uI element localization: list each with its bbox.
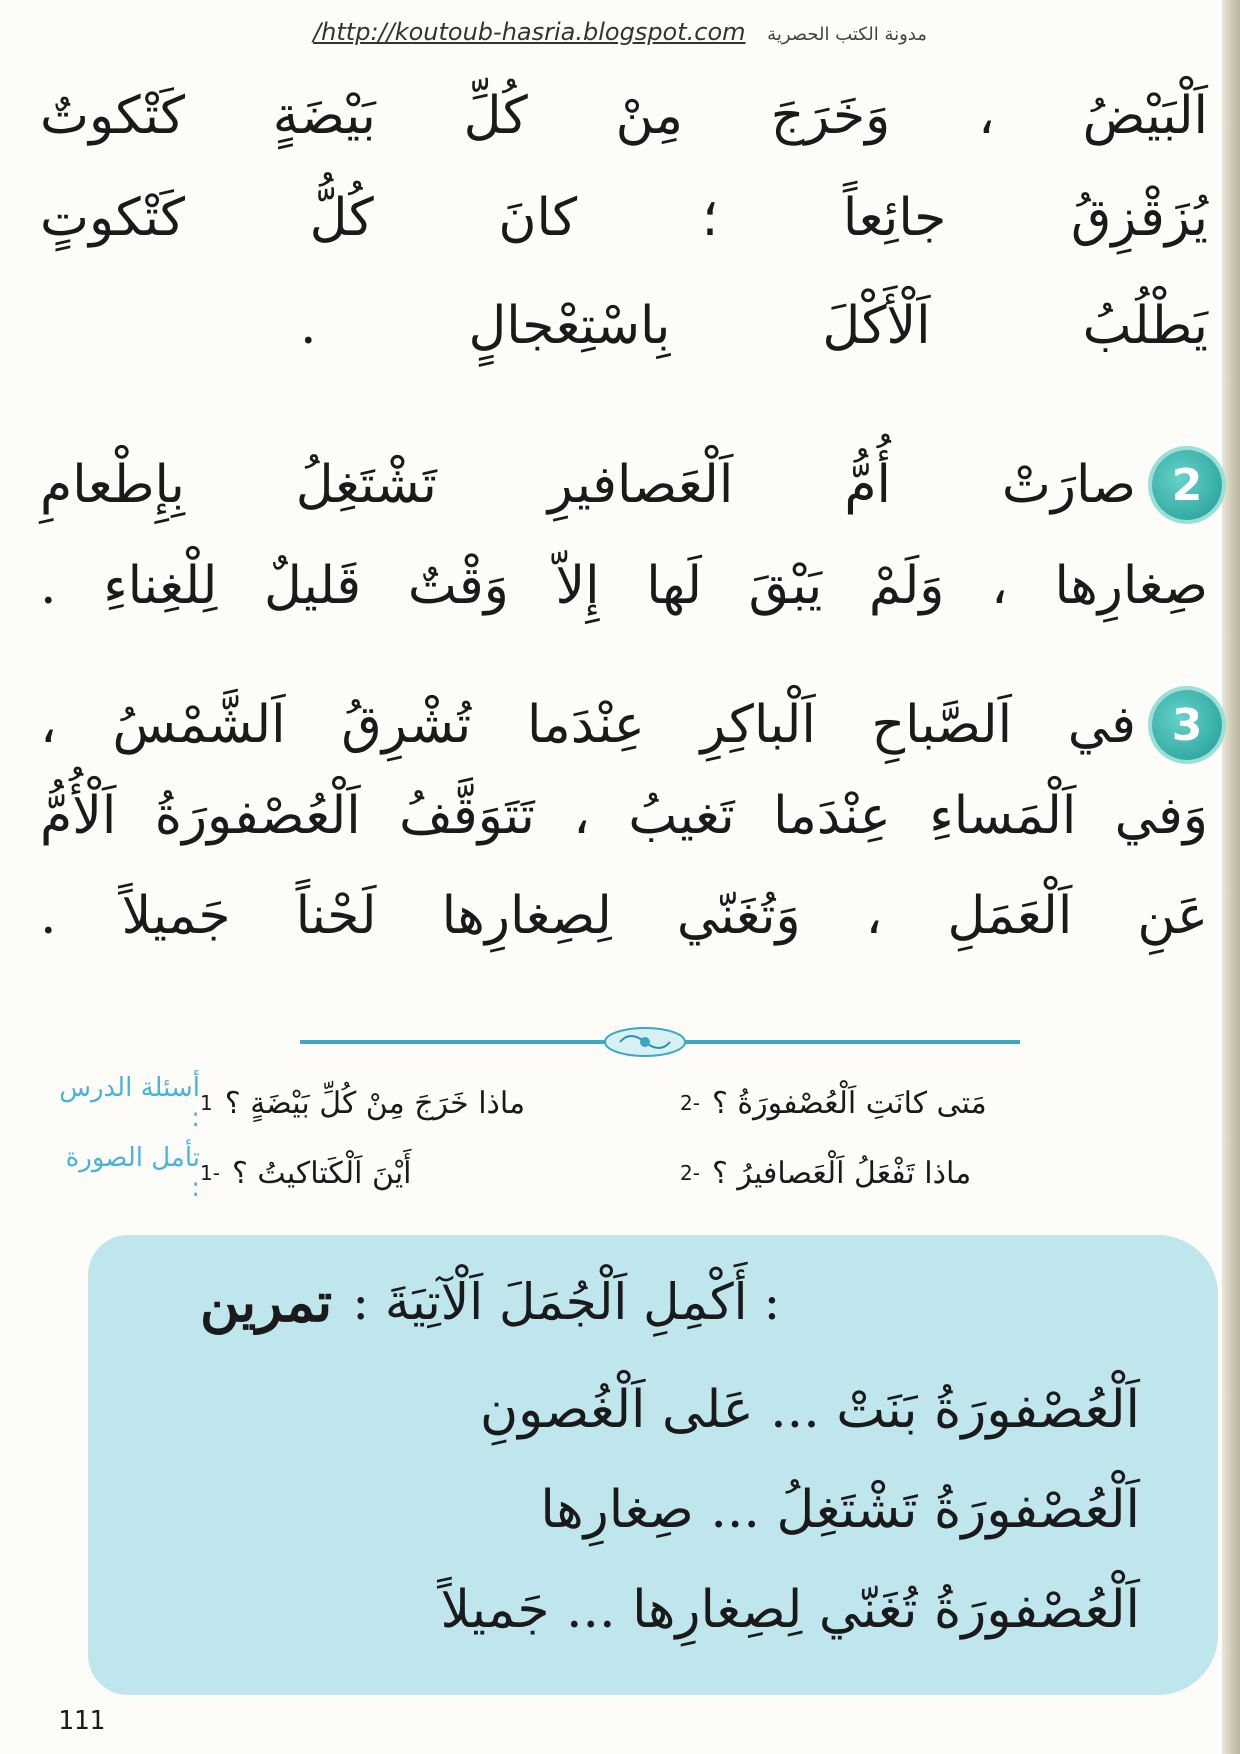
exercise-sentence: اَلْعُصْفورَةُ بَنَتْ ... عَلى اَلْغُصونِ [479,1380,1140,1440]
paragraph-number-badge: 3 [1152,690,1222,760]
exercise-instruction: : أَكْمِلِ اَلْجُمَلَ اَلْآتِيَةَ : [352,1273,781,1331]
lesson-questions-label: أسئلة الدرس : [59,1073,200,1133]
question-text: ماذا تَفْعَلُ اَلْعَصافيرُ ؟ [711,1155,972,1191]
question-item [200,1156,680,1191]
text-line: وَفي اَلْمَساءِ عِنْدَما تَغيبُ ، تَتَوَقَّفُ اَلْعُصْفورَةُ اَلْأُمُّ [40,786,1208,846]
blog-url[interactable]: /http://koutoub-hasria.blogspot.com [313,18,746,46]
picture-questions-label: تأمل الصورة : [65,1143,200,1203]
text-line: اَلْبَيْضُ ، وَخَرَجَ مِنْ كُلِّ بَيْضَةٍ كَتْكوتٌ [40,86,1208,146]
question-item [200,1086,680,1121]
blog-name: مدونة الكتب الحصرية [767,24,927,45]
question-item [680,1086,987,1121]
question-item [680,1156,971,1191]
exercise-label: تمرين [200,1270,333,1334]
lesson-questions-row [50,1073,1220,1133]
question-text: مَتى كانَتِ اَلْعُصْفورَةُ ؟ [711,1085,987,1121]
exercise-sentence: اَلْعُصْفورَةُ تَشْتَغِلُ ... صِغارِها [540,1480,1140,1540]
text-line: يَطْلُبُ اَلْأَكْلَ بِاسْتِعْجالٍ . [300,296,1208,356]
question-number: 1 [200,1091,213,1115]
question-text: ماذا خَرَجَ مِنْ كُلِّ بَيْضَةٍ ؟ [224,1085,526,1121]
ornament-icon [600,1024,690,1060]
exercise-title [200,1270,1160,1334]
text-line: صِغارِها ، وَلَمْ يَبْقَ لَها إِلاّ وَقْتٌ قَليلٌ لِلْغِناءِ . [40,556,1208,616]
page-number: 111 [58,1706,105,1736]
question-number: -2 [680,1091,700,1115]
exercise-sentence: اَلْعُصْفورَةُ تُغَنّي لِصِغارِها ... جَميلاً [440,1580,1140,1640]
text-line: في اَلصَّباحِ اَلْباكِرِ عِنْدَما تُشْرِقُ اَلشَّمْسُ ، [40,695,1136,755]
text-line: عَنِ اَلْعَمَلِ ، وَتُغَنّي لِصِغارِها لَحْناً جَميلاً . [40,886,1208,946]
text-line: يُزَقْزِقُ جائِعاً ؛ كانَ كُلُّ كَتْكوتٍ [40,188,1208,248]
blog-header [0,18,1240,46]
question-number: -1 [200,1161,220,1185]
paragraph-number-badge: 2 [1152,450,1222,520]
question-number: -2 [680,1161,700,1185]
page-edge [1222,0,1240,1754]
picture-questions-row [50,1143,1220,1203]
paragraph-2-head [40,450,1222,520]
paragraph-3-head [40,690,1222,760]
text-line: صارَتْ أُمُّ اَلْعَصافيرِ تَشْتَغِلُ بِإِطْعامِ [40,455,1136,515]
question-text: أَيْنَ اَلْكَتاكيتُ ؟ [231,1155,412,1191]
